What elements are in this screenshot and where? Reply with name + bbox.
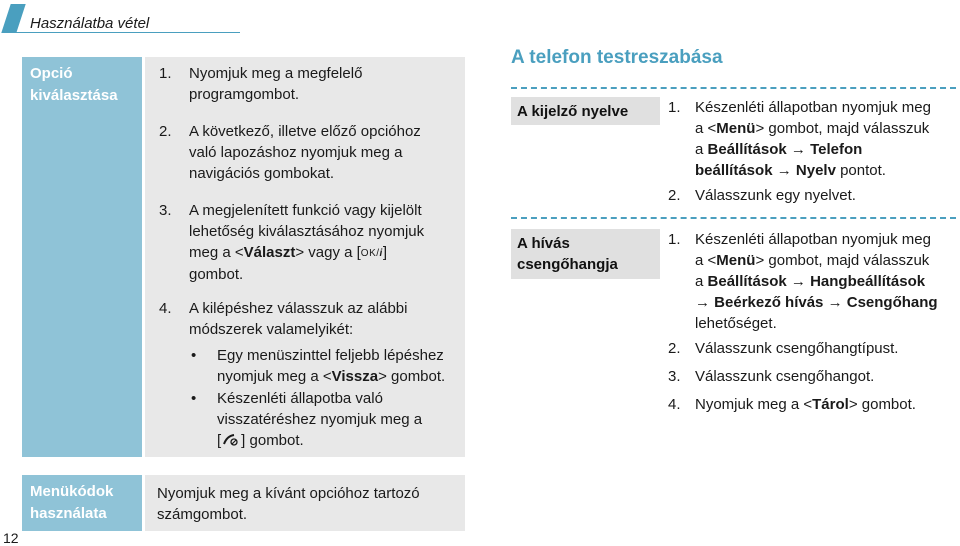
step-text (695, 292, 960, 313)
text-fragment: nyomjuk meg a < (217, 368, 332, 385)
header-rule (6, 32, 240, 33)
step-text: lehetőséget. (695, 315, 777, 332)
step-text: Válasszunk csengőhangot. (695, 368, 875, 385)
menu-key-name: Menü (716, 120, 756, 137)
bullet-text: visszatéréshez nyomjuk meg a (217, 411, 423, 428)
page-number: 12 (3, 530, 19, 546)
arrow-icon: → (776, 162, 792, 179)
section-divider (511, 217, 956, 219)
step-text: A megjelenített funkció vagy kijelölt (189, 202, 422, 219)
text-fragment: ] (382, 244, 387, 261)
bullet-text-with-key: [ ] gombot. (217, 432, 304, 449)
step-text: Készenléti állapotban nyomjuk meg (695, 231, 931, 248)
step-text: lehetőség kiválasztásához nyomjuk (189, 223, 425, 240)
step-text-with-keys (189, 242, 474, 264)
step-number: 2. (159, 123, 172, 140)
display-language-label: A kijelző nyelve (511, 97, 660, 125)
arrow-icon: → (695, 294, 710, 311)
option-label-line2: kiválasztása (30, 87, 118, 104)
softkey-name: Választ (243, 244, 296, 261)
bullet-icon: • (191, 347, 197, 364)
step-text: navigációs gombokat. (189, 165, 335, 182)
menu-codes-label-line1: Menükódok (30, 483, 114, 500)
menu-codes-label-line2: használata (30, 505, 107, 522)
menu-codes-content (145, 475, 465, 531)
ringtone-label-line2: csengőhangja (517, 256, 618, 273)
step-number: 2. (668, 340, 681, 357)
ringtone-label (511, 229, 660, 279)
title-divider (511, 87, 956, 89)
step-text: Válasszunk csengőhangtípust. (695, 340, 899, 357)
menu-path-item: Telefon (810, 141, 863, 158)
text-fragment: pontot. (835, 162, 886, 179)
header-tab-marker (1, 4, 25, 33)
bullet-text (217, 366, 477, 387)
text-fragment: > vagy a [ (295, 244, 361, 261)
menu-path-item: Hangbeállítások (810, 273, 926, 290)
step-number: 3. (668, 368, 681, 385)
menu-key-name: Menü (716, 252, 756, 269)
text-fragment: a < (695, 252, 717, 269)
option-selection-content (145, 57, 465, 457)
text-fragment: meg a < (189, 244, 244, 261)
menu-path-item: Beállítások (707, 141, 787, 158)
text-fragment: Nyomjuk meg a < (695, 396, 813, 413)
text-fragment: > gombot. (378, 368, 446, 385)
text-fragment: > gombot. (848, 396, 916, 413)
step-text: Készenléti állapotban nyomjuk meg (695, 99, 931, 116)
step-text: való lapozáshoz nyomjuk meg a (189, 144, 403, 161)
step-number: 1. (159, 65, 172, 82)
bullet-icon: • (191, 390, 197, 407)
i-key-label: i (379, 248, 383, 259)
menu-path-item: beállítások (695, 162, 773, 179)
step-text (695, 271, 960, 292)
step-text (695, 139, 960, 160)
softkey-name: Tárol (812, 396, 849, 413)
text-fragment: a (695, 273, 708, 290)
arrow-icon: → (827, 294, 843, 311)
step-text: gombot. (189, 266, 244, 283)
bullet-text: Egy menüszinttel feljebb lépéshez (217, 347, 444, 364)
menu-path-item: Beállítások (707, 273, 787, 290)
menu-codes-text: Nyomjuk meg a kívánt opcióhoz tartozó (157, 485, 420, 502)
step-number: 1. (668, 231, 681, 248)
step-number: 2. (668, 187, 681, 204)
text-fragment: > gombot, majd válasszuk (755, 120, 930, 137)
step-text: módszerek valamelyikét: (189, 321, 354, 338)
step-number: 3. (159, 202, 172, 219)
text-fragment: ] gombot. (241, 432, 304, 449)
menu-path-item: Csengőhang (846, 294, 938, 311)
menu-path-item: Beérkező hívás (714, 294, 824, 311)
step-text (695, 160, 960, 181)
step-text: programgombot. (189, 86, 300, 103)
step-text (695, 394, 960, 415)
option-label-line1: Opció (30, 65, 73, 82)
text-fragment: a < (695, 120, 717, 137)
bullet-text: Készenléti állapotba való (217, 390, 383, 407)
menu-codes-text: számgombot. (157, 506, 248, 523)
arrow-icon: → (790, 141, 806, 158)
step-number: 4. (668, 396, 681, 413)
page-header-title: Használatba vétel (30, 15, 150, 32)
section-title: A telefon testreszabása (511, 47, 723, 68)
step-text: Nyomjuk meg a megfelelő (189, 65, 363, 82)
text-fragment: > gombot, majd válasszuk (755, 252, 930, 269)
ringtone-label-line1: A hívás (517, 235, 570, 252)
step-text (695, 250, 960, 271)
menu-path-item: Nyelv (795, 162, 836, 179)
step-text: Válasszunk egy nyelvet. (695, 187, 856, 204)
option-selection-label (22, 57, 142, 457)
step-text: A következő, illetve előző opcióhoz (189, 123, 421, 140)
text-fragment: a (695, 141, 708, 158)
step-number: 1. (668, 99, 681, 116)
step-text: A kilépéshez válasszuk az alábbi (189, 300, 408, 317)
end-call-key-icon (221, 432, 241, 446)
step-text (695, 118, 960, 139)
menu-codes-label (22, 475, 142, 531)
step-number: 4. (159, 300, 172, 317)
arrow-icon: → (790, 273, 806, 290)
softkey-name: Vissza (331, 368, 379, 385)
ok-key-icon (361, 243, 383, 264)
ok-key-label: OK/ (360, 248, 380, 259)
